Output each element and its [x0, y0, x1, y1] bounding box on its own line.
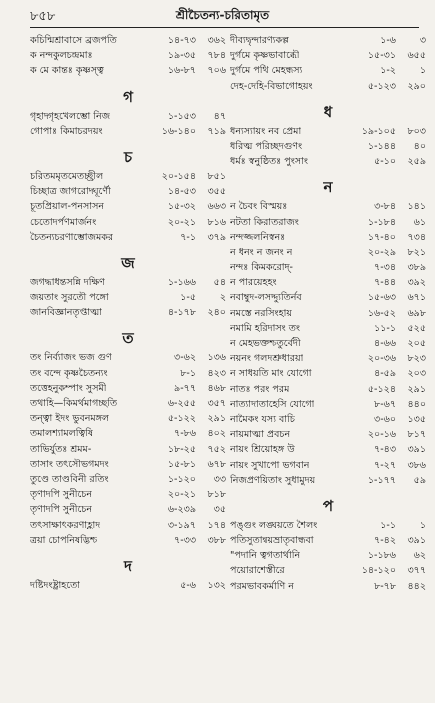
chapter-verse-ref: ১৯-৩৫ [167, 50, 196, 62]
chapter-verse-ref: ১৫-৩২ [167, 201, 196, 213]
verse-first-line: ক মে কান্তঃ কৃষ্ণস্ত্ব [30, 65, 104, 77]
chapter-verse-ref: ১৯-১০৫ [361, 125, 396, 137]
index-entry [230, 306, 426, 321]
verse-first-line: ধরিত্ম পরিচ্ছদগুণং [230, 140, 303, 152]
chapter-verse-ref: ১-১৬৬ [167, 276, 196, 288]
page-ref: ৭০৬ [207, 65, 226, 77]
verse-first-line: গোপাঃ কিমাচরদয়ং [30, 125, 103, 137]
chapter-verse-ref: ২০-২৯ [367, 246, 396, 258]
chapter-verse-ref: ১-১২০ [167, 473, 196, 485]
verse-first-line: দীব্যদ্বৃন্দারণ্যকল্প [230, 35, 289, 46]
index-entry [30, 381, 226, 396]
page-ref: ২৯১ [207, 413, 226, 425]
page-ref: ৬৬৩ [207, 201, 226, 213]
chapter-verse-ref: ৩-৬২ [174, 352, 196, 364]
page-ref: ৬২ [413, 550, 426, 562]
page-ref: ৮১৮ [207, 489, 226, 501]
section-letter: ত [122, 329, 134, 348]
section-letter: ধ [323, 102, 333, 121]
chapter-verse-ref: ২০-২১ [167, 489, 196, 501]
verse-first-line: দুর্গমে কৃষ্ণভাবাব্ধৌ [230, 50, 300, 62]
header-rule [30, 27, 419, 28]
verse-first-line: তন্ত্বা ইদং ভুবনমঙ্গল [30, 413, 110, 425]
index-entry [230, 48, 426, 63]
page-ref: ৬৯৮ [407, 307, 426, 319]
chapter-verse-ref: ১-১৮৬ [367, 550, 396, 562]
chapter-verse-ref: ১-১ [380, 519, 396, 531]
verse-first-line: তাভির্যুতঃ শ্রমম- [30, 443, 92, 455]
verse-first-line: নমস্তে নরসিংহায় [230, 307, 292, 319]
page-ref: ৮০৩ [407, 125, 426, 137]
index-entry [30, 290, 226, 305]
chapter-verse-ref: ৭-৪৪ [374, 277, 396, 289]
index-entry [30, 199, 226, 214]
chapter-verse-ref: ১-২ [380, 65, 396, 77]
chapter-verse-ref: ৫-১২২ [167, 413, 196, 425]
page-ref: ১ [419, 65, 426, 77]
index-entry [230, 366, 426, 381]
chapter-verse-ref: ৭-৮৬ [174, 428, 196, 440]
verse-first-line: দেহ-দেহি-বিভাগোহয়ং [230, 80, 313, 92]
index-entry [30, 442, 226, 457]
index-column-left [30, 33, 226, 593]
section-letter: দ [124, 556, 132, 575]
page-ref: ৪০২ [207, 428, 226, 440]
verse-first-line: নামৈকং যস্য বাচি [230, 413, 295, 425]
verse-first-line: তং বন্দে কৃষ্ণচৈতন্যং [30, 367, 108, 379]
page-ref: ৩৩ [213, 473, 226, 485]
page-ref: ৮২৩ [407, 353, 426, 365]
chapter-verse-ref: ১৫-৩১ [367, 50, 396, 62]
page-ref: ৩৯১ [407, 444, 426, 456]
index-entry [30, 396, 226, 411]
verse-first-line: তৎসাক্ষাৎকরণাহ্লাদ [30, 519, 101, 531]
chapter-verse-ref: ১-১৪৪ [367, 140, 396, 152]
verse-first-line: দষ্টিদংষ্ট্রাহতো [30, 579, 80, 591]
verse-first-line: তং নির্ব্যাজং ভজ গুণ [30, 352, 112, 364]
chapter-verse-ref: ৩-১৯৭ [167, 519, 196, 531]
page-ref: ৫৯ [413, 474, 426, 486]
index-entry [30, 230, 226, 245]
index-entry [30, 472, 226, 487]
page-ref: ৭৮৪ [207, 50, 226, 62]
index-entry [230, 154, 426, 169]
verse-first-line: তৃণাদপি সুনীচেন [30, 489, 93, 501]
chapter-verse-ref: ৩-৬০ [374, 413, 396, 425]
section-letter: চ [123, 147, 133, 166]
page-ref: ৬৭৮ [207, 458, 226, 470]
verse-first-line: ধর্মঃ স্বনুষ্ঠিতঃ পুংসাং [230, 156, 308, 168]
verse-first-line: নাতঃ পরং পরম [230, 383, 290, 395]
chapter-verse-ref: ৫-৬ [180, 579, 196, 591]
page-number: ৮৫৮ [30, 9, 56, 24]
index-entry [30, 518, 226, 533]
page-ref: ২৯১ [407, 383, 426, 395]
index-entry [30, 184, 226, 199]
verse-first-line: গৃহাদ্গৃহখেলম্ভো নিজ [30, 110, 111, 122]
chapter-verse-ref: ৮-১ [180, 367, 196, 379]
verse-first-line: নন্দঃ কিমকরোদ্- [230, 262, 293, 274]
page-ref: ৭৫২ [207, 443, 226, 455]
page-ref: ৫২৫ [407, 322, 426, 334]
index-entry [30, 109, 226, 124]
index-entry [30, 350, 226, 365]
verse-first-line: "পদানি ত্বগতার্থানি [230, 550, 301, 562]
index-entry [230, 458, 426, 473]
verse-first-line: নমামি হরিদাসং তং [230, 322, 300, 334]
page-ref: ৩৫৫ [207, 186, 226, 198]
index-entry [230, 63, 426, 78]
verse-first-line: চূতপ্রিয়াল-পনসাসন [30, 201, 105, 213]
index-entry [230, 548, 426, 563]
index-entry [230, 124, 426, 139]
index-entry [30, 426, 226, 441]
page-ref: ৮১৭ [407, 429, 426, 441]
index-entry [230, 412, 426, 427]
page-ref: ৩৮৮ [207, 534, 226, 546]
chapter-verse-ref: ১-১৭৭ [367, 474, 396, 486]
verse-first-line: কচিন্মিশ্রাবাসে ব্রজপতি [30, 35, 117, 46]
verse-first-line: তত্তেহনুকম্পাং সুসমী [30, 382, 107, 394]
index-entry [230, 230, 426, 245]
verse-first-line: ন মেহভক্তশ্চতুর্বেদী [230, 338, 301, 349]
chapter-verse-ref: ৩-৮৪ [374, 201, 396, 213]
page-ref: ১৭৪ [207, 519, 226, 531]
page-ref: ৩৫৭ [207, 398, 226, 409]
index-entry [30, 487, 226, 502]
page-ref: ১৪১ [407, 201, 426, 213]
chapter-verse-ref: ৪-৬৬ [374, 338, 396, 349]
index-entry [230, 260, 426, 275]
index-entry [230, 563, 426, 578]
verse-first-line: ন সাধয়তি মাং যোগো [230, 368, 312, 380]
verse-first-line: জগদ্ধাধন্তসন্নি দক্ষিণ [30, 276, 105, 288]
verse-first-line: পতিসুতান্বয়ভ্রাতৃবান্ধবা [230, 535, 314, 547]
chapter-verse-ref: ৭-৩৪ [374, 262, 396, 274]
verse-first-line: ক নন্দকুলচন্দ্রমাঃ [30, 50, 93, 62]
index-entry [230, 351, 426, 366]
chapter-verse-ref: ১-৫ [180, 292, 196, 304]
index-entry [230, 518, 426, 533]
index-entry [230, 33, 426, 48]
index-entry [230, 215, 426, 230]
index-column-right [230, 33, 426, 594]
page-ref: ৩৯২ [407, 277, 426, 289]
page-ref: ১৩২ [207, 579, 226, 591]
verse-first-line: তাসাং তৎসৌভগমদং [30, 458, 109, 470]
index-entry [30, 578, 226, 593]
verse-first-line: নায়ং সুখাপো ভগবান [230, 459, 310, 471]
verse-first-line: তথাহি—কিমর্থমাগচ্ছতি [30, 398, 118, 409]
chapter-verse-ref: ৬-২৫৫ [167, 398, 196, 409]
page-ref: ৪৭ [213, 110, 226, 122]
verse-first-line: ন পারয়েহহং [230, 277, 277, 289]
page-ref: ২৫৯ [407, 156, 426, 168]
chapter-verse-ref: ৭-৪৩ [374, 444, 396, 456]
page-ref: ২০৫ [407, 338, 426, 349]
chapter-verse-ref: ১৮-২৫ [167, 443, 196, 455]
index-entry [30, 124, 226, 139]
page-ref: ৩ [419, 35, 426, 46]
chapter-verse-ref: ১৭-৪০ [367, 231, 396, 243]
page-ref: ৩৭৭ [407, 565, 426, 577]
page-ref: ৩৮৬ [407, 459, 426, 471]
chapter-verse-ref: ৭-৪২ [374, 535, 396, 547]
chapter-verse-ref: ৮-৭৮ [374, 580, 396, 592]
chapter-verse-ref: ৬-২৩৯ [167, 504, 196, 516]
page-ref: ৩৭৯ [207, 231, 226, 243]
index-entry [230, 579, 426, 594]
chapter-verse-ref: ১৬-৫২ [367, 307, 396, 319]
verse-first-line: চিচ্ছাত্র জাগরোদ্ঘূর্ণৌ [30, 186, 111, 198]
page-ref: ২৯০ [407, 80, 426, 92]
page-ref: ৩৯১ [407, 535, 426, 547]
page-ref: ১৩৫ [407, 413, 426, 425]
page-ref: ২ [219, 292, 226, 304]
page-ref: ৩৫ [213, 504, 226, 516]
page-header [20, 3, 425, 25]
index-entry [230, 473, 426, 488]
page-ref: ৭১৯ [207, 125, 226, 137]
chapter-verse-ref: ৫-১২৩ [367, 80, 396, 92]
page-ref: ৪২৩ [207, 367, 226, 379]
page-ref: ১ [419, 519, 426, 531]
page-ref: ৮১৬ [207, 216, 226, 228]
verse-first-line: জয়তাং সুরতৌ পঙ্গো [30, 292, 109, 304]
chapter-verse-ref: ১-১৮৪ [367, 216, 396, 228]
verse-first-line: তুণ্ডে তাণ্ডবিনী রতিং [30, 473, 109, 485]
verse-first-line: নায়মাত্মা প্রবচন [230, 429, 291, 441]
verse-first-line: তমালশ্যামলত্বিষি [30, 428, 94, 440]
index-entry [30, 48, 226, 63]
chapter-verse-ref: ১৫-৮১ [167, 458, 196, 470]
chapter-verse-ref: ১৪-৭৩ [167, 35, 196, 46]
index-entry [230, 442, 426, 457]
verse-first-line: নবাম্বুদ-লসদ্দ্যুতির্নব [230, 292, 302, 304]
index-entry [230, 199, 426, 214]
index-entry [230, 336, 426, 351]
verse-first-line: ত্রয়া চোপনিষদ্ভিশ্চ [30, 534, 98, 546]
index-entry [230, 427, 426, 442]
chapter-verse-ref: ৪-৫৯ [374, 368, 396, 380]
index-entry [30, 215, 226, 230]
chapter-verse-ref: ২০-৩৬ [367, 353, 396, 365]
page-ref: ৫৪ [213, 276, 226, 288]
chapter-verse-ref: ৫-১০ [374, 156, 396, 168]
index-entry [30, 169, 226, 184]
index-entry [230, 382, 426, 397]
chapter-verse-ref: ৫-১২৪ [367, 383, 396, 395]
chapter-verse-ref: ১৫-৬৩ [367, 292, 396, 304]
chapter-verse-ref: ২০-২১ [167, 216, 196, 228]
verse-first-line: চেতোদর্পণমার্জনং [30, 216, 97, 228]
index-entry [30, 502, 226, 517]
chapter-verse-ref: ৯-৭৭ [174, 382, 196, 394]
index-entry [30, 63, 226, 78]
index-entry [230, 397, 426, 412]
verse-first-line: ধন্যস্যায়ং নব প্রেমা [230, 125, 302, 137]
index-entry [230, 533, 426, 548]
index-entry [230, 321, 426, 336]
verse-first-line: চরিতমমৃতমেতচ্ছ্রীল [30, 170, 104, 182]
verse-first-line: চৈতন্যচরণাম্ভোজমকর [30, 231, 114, 243]
page-ref: ৩৬২ [207, 35, 226, 46]
verse-first-line: নায়ং শ্রিয়োহঙ্গ উ [230, 444, 295, 456]
index-entry [30, 457, 226, 472]
chapter-verse-ref: ৭-৩৩ [174, 534, 196, 546]
section-letter: প [322, 496, 334, 515]
verse-first-line: পয়োরাশেস্তীরে [230, 565, 285, 577]
chapter-verse-ref: ৭-২৭ [374, 459, 396, 471]
chapter-verse-ref: ১৬-৮৭ [167, 65, 196, 77]
page-ref: ১৩৬ [207, 352, 226, 364]
page-ref: ২৪০ [207, 307, 226, 319]
chapter-verse-ref: ১৬-১৪০ [161, 125, 196, 137]
section-letter: জ [121, 253, 135, 272]
index-entry [230, 139, 426, 154]
verse-first-line: নিজপ্রণয়িতাং সুধামুদয় [230, 474, 316, 486]
index-entry [230, 245, 426, 260]
section-letter: ন [323, 178, 333, 197]
verse-first-line: জানবিজ্ঞানতৃপ্তাত্মা [30, 307, 103, 319]
page-ref: ৬৫৫ [407, 50, 426, 62]
chapter-verse-ref: ১১-১ [374, 322, 396, 334]
chapter-verse-ref: ১৪-১২০ [361, 565, 396, 577]
page-ref: ৩৮৯ [407, 262, 426, 274]
page-ref: ২০৩ [407, 368, 426, 380]
verse-first-line: ন ধনং ন জনং ন [230, 246, 293, 258]
page-ref: ৮২১ [407, 246, 426, 258]
chapter-verse-ref: ৪-১৭৮ [167, 307, 196, 319]
page-ref: ৪৪২ [407, 580, 426, 592]
verse-first-line: পরমভাবকর্মাণি ন [230, 580, 294, 592]
index-entry [30, 533, 226, 548]
verse-first-line: নন্দজ্জলনিস্বনঃ [230, 231, 286, 243]
index-entry [30, 305, 226, 320]
index-entry [230, 79, 426, 94]
page-ref: ৪৬৮ [207, 382, 226, 394]
running-title: শ্রীচৈতন্য-চরিতামৃত [175, 8, 270, 22]
chapter-verse-ref: ৮-৬৭ [374, 398, 396, 410]
index-entry [30, 33, 226, 48]
chapter-verse-ref: ১-৬ [380, 35, 396, 46]
verse-first-line: নয়নং গলদশ্রুধারয়া [230, 353, 304, 365]
verse-first-line: নটতা কিরাতরাজং [230, 216, 299, 228]
chapter-verse-ref: ২০-১৫৪ [161, 170, 196, 182]
page-ref: ৪৪০ [407, 398, 426, 410]
verse-first-line: ন চৈবং বিস্ময়ঃ [230, 201, 288, 213]
index-entry [30, 275, 226, 290]
index-entry [230, 290, 426, 305]
verse-first-line: তৃণাদপি সুনীচেন [30, 504, 93, 516]
page-ref: ৬৭১ [407, 292, 426, 304]
section-letter: গ [123, 87, 133, 106]
page-ref: ৭৩৪ [407, 231, 426, 243]
chapter-verse-ref: ২০-১৬ [367, 429, 396, 441]
chapter-verse-ref: ১-১৫৩ [167, 110, 196, 122]
page-ref: ৮৫১ [207, 170, 226, 182]
chapter-verse-ref: ১৪-৫৩ [167, 186, 196, 198]
index-entry [30, 411, 226, 426]
chapter-verse-ref: ৭-১ [180, 231, 196, 243]
index-entry [230, 275, 426, 290]
verse-first-line: নাত্যাদাতাহেসি যোগো [230, 398, 315, 410]
page-ref: ৬১ [413, 216, 426, 228]
page-ref: ৪০ [413, 140, 426, 152]
verse-first-line: দুর্গমে পথি মেহন্ধস্য [230, 65, 303, 77]
index-entry [30, 366, 226, 381]
verse-first-line: পঙ্গুং লঙ্ঘয়তে শৈলং [230, 519, 318, 531]
